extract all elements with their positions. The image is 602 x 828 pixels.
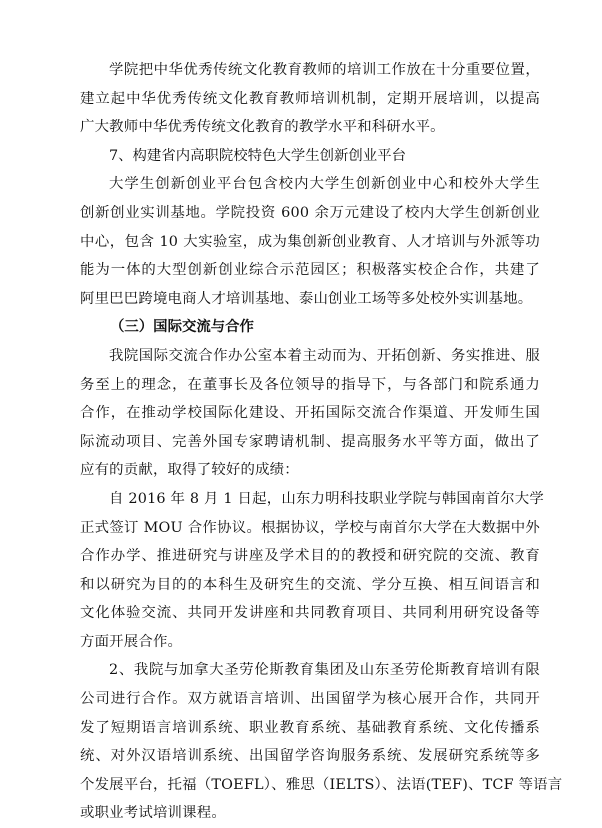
paragraph-namseoul-agreement	[80, 485, 544, 657]
text-line: 统、对外汉语培训系统、出国留学咨询服务系统、发展研究系统等多	[80, 748, 540, 765]
item-heading-innovation-platform: 7、构建省内高职院校特色大学生创新创业平台	[109, 147, 406, 164]
text-line: 正式签订 MOU 合作协议。根据协议，学校与南首尔大学在大数据中外	[80, 519, 540, 536]
text-line: 广大教师中华优秀传统文化教育的教学水平和科研水平。	[80, 119, 445, 136]
text-line: 创新创业实训基地。学院投资 600 余万元建设了校内大学生创新创业	[80, 204, 540, 221]
paragraph-innovation-platform	[80, 170, 540, 313]
text-line: 2、我院与加拿大圣劳伦斯教育集团及山东圣劳伦斯教育培训有限	[109, 662, 540, 679]
text-line: 中心，包含 10 大实验室，成为集创新创业教育、人才培训与外派等功	[80, 233, 540, 250]
text-line: 学院把中华优秀传统文化教育教师的培训工作放在十分重要位置，	[109, 62, 540, 78]
paragraph-teacher-training	[80, 56, 540, 142]
text-line: 合作，在推动学校国际化建设、开拓国际交流合作渠道、开发师生国	[80, 405, 540, 422]
text-line: 阿里巴巴跨境电商人才培训基地、泰山创业工场等多处校外实训基地。	[80, 290, 533, 307]
paragraph-international-office	[80, 342, 540, 485]
text-line: 或职业考试培训课程。	[80, 805, 226, 822]
text-line: 方面开展合作。	[80, 633, 183, 650]
paragraph-st-lawrence-cooperation	[80, 656, 563, 828]
document-page	[80, 56, 563, 828]
text-line: 应有的贡献，取得了较好的成绩：	[80, 462, 299, 479]
text-line: 合作办学、推进研究与讲座及学术目的的教授和研究院的交流、教育	[80, 548, 540, 565]
text-line: 和以研究为目的的本科生及研究生的交流、学分互换、相互间语言和	[80, 576, 540, 593]
text-line: 文化体验交流、共同开发讲座和共同教育项目、共同利用研究设备等	[80, 605, 540, 622]
text-line: 自 2016 年 8 月 1 日起，山东力明科技职业学院与韩国南首尔大学	[109, 490, 544, 507]
text-line: 大学生创新创业平台包含校内大学生创新创业中心和校外大学生	[109, 176, 540, 193]
text-line: 公司进行合作。双方就语言培训、出国留学为核心展开合作，共同开	[80, 691, 540, 708]
text-line: 建立起中华优秀传统文化教育教师培训机制，定期开展培训，以提高	[80, 90, 540, 107]
text-line: 务至上的理念，在董事长及各位领导的指导下，与各部门和院系通力	[80, 376, 540, 393]
text-line: 个发展平台，托福（TOEFL）、雅思（IELTS）、法语(TEF)、TCF 等语言	[80, 776, 563, 793]
text-line: 能为一体的大型创新创业综合示范园区；积极落实校企合作，共建了	[80, 262, 540, 279]
text-line: 发了短期语言培训系统、职业教育系统、基础教育系统、文化传播系	[80, 719, 540, 736]
section-heading-international: （三）国际交流与合作	[110, 319, 254, 336]
text-line: 我院国际交流合作办公室本着主动而为、开拓创新、务实推进、服	[109, 347, 540, 364]
text-line: 际流动项目、完善外国专家聘请机制、提高服务水平等方面，做出了	[80, 433, 540, 450]
